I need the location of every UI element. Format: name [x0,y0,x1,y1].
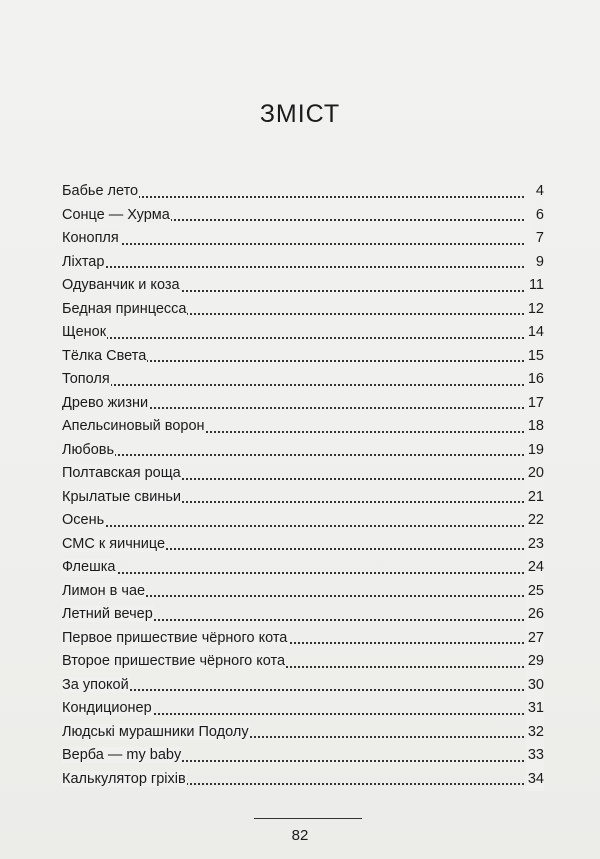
toc-entry-title: Полтавская роща [62,465,181,481]
toc-entry-page: 7 [534,227,544,251]
toc-entry [62,462,544,486]
toc-entry-page: 12 [526,298,544,322]
dot-leader [62,689,524,691]
toc-entry-title: Калькулятор гріхів [62,770,186,787]
toc-entry-page: 30 [526,674,544,698]
toc-entry-title: Конопля [62,230,119,246]
toc-entry-page: 33 [526,744,544,768]
dot-leader [62,243,524,245]
toc-entry [62,721,544,745]
toc-entry [62,486,544,510]
toc-entry [62,392,544,416]
toc-entry-title: За упокой [62,676,129,693]
toc-entry [62,251,544,275]
toc-entry-title: Тёлка Света [62,347,147,364]
toc-entry-title: Бедная принцесса [62,300,187,317]
toc-entry [62,650,544,674]
toc-entry-title: Верба — my baby [62,747,182,763]
toc-entry-page: 9 [534,251,544,275]
dot-leader [62,525,524,527]
toc-entry [62,744,544,768]
toc-entry [62,533,544,557]
dot-leader [62,266,524,268]
toc-entry-title: Крылатые свиньи [62,488,182,505]
toc-entry-title: Лимон в чае [62,582,146,599]
toc-entry-title: Ліхтар [62,253,105,270]
toc-entry-title: Одуванчик и коза [62,277,180,293]
toc-entry-title: Первое пришествие чёрного кота [62,629,288,646]
toc-entry-page: 26 [526,603,544,627]
toc-entry-page: 18 [526,415,544,439]
toc-entry-title: Кондиционер [62,700,152,716]
toc-entry [62,298,544,322]
toc-entry-title: Тополя [62,371,110,387]
toc-entry [62,439,544,463]
toc-entry-page: 19 [526,439,544,463]
toc-entry [62,627,544,651]
toc-entry-page: 11 [527,274,544,298]
toc-entry-page: 14 [526,321,544,345]
toc-entry-title: Второе пришествие чёрного кота [62,653,286,669]
toc-entry-page: 27 [526,627,544,651]
toc-entry-page: 6 [534,204,544,228]
toc-entry [62,368,544,392]
toc-entry-title: Любовь [62,441,115,458]
toc-entry-page: 23 [526,533,544,557]
toc-entry-page: 24 [526,556,544,580]
toc-entry [62,768,544,792]
toc-entry-title: Флешка [62,559,116,575]
toc-entry-title: Апельсиновый ворон [62,418,205,434]
toc-entry [62,556,544,580]
toc-entry-page: 15 [526,345,544,369]
toc-entry-page: 25 [526,580,544,604]
toc-entry-title: Людські мурашники Подолу [62,723,249,740]
page-title: ЗМІСТ [259,100,341,128]
toc-entry-page: 4 [534,180,544,204]
toc-entry-title: Бабье лето [62,183,139,199]
toc-entry-page: 20 [526,462,544,486]
toc-entry-title: Древо жизни [62,394,149,411]
toc-entry-title: Осень [62,512,105,528]
page-number: 82 [291,827,309,844]
toc-entry [62,509,544,533]
toc-entry [62,180,544,204]
toc-entry-page: 29 [526,650,544,674]
toc-entry [62,345,544,369]
toc-entry-page: 34 [526,768,544,792]
dot-leader [62,384,524,386]
dot-leader [62,454,524,456]
table-of-contents [62,180,544,791]
toc-entry [62,204,544,228]
toc-entry-title: Летний вечер [62,606,153,622]
toc-entry-page: 22 [526,509,544,533]
toc-entry [62,697,544,721]
toc-entry [62,603,544,627]
toc-entry-page: 16 [526,368,544,392]
toc-entry [62,415,544,439]
toc-entry-title: Щенок [62,324,107,340]
toc-entry [62,274,544,298]
footer-divider [254,818,362,819]
toc-entry-page: 31 [526,697,544,721]
toc-entry [62,580,544,604]
toc-entry [62,321,544,345]
toc-entry-title: Сонце — Хурма [62,206,170,223]
dot-leader [62,572,524,574]
toc-entry-page: 17 [526,392,544,416]
toc-entry-page: 32 [526,721,544,745]
toc-entry-page: 21 [526,486,544,510]
toc-entry [62,674,544,698]
toc-entry-title: СМС к яичнице [62,535,166,552]
dot-leader [62,337,524,339]
toc-entry [62,227,544,251]
